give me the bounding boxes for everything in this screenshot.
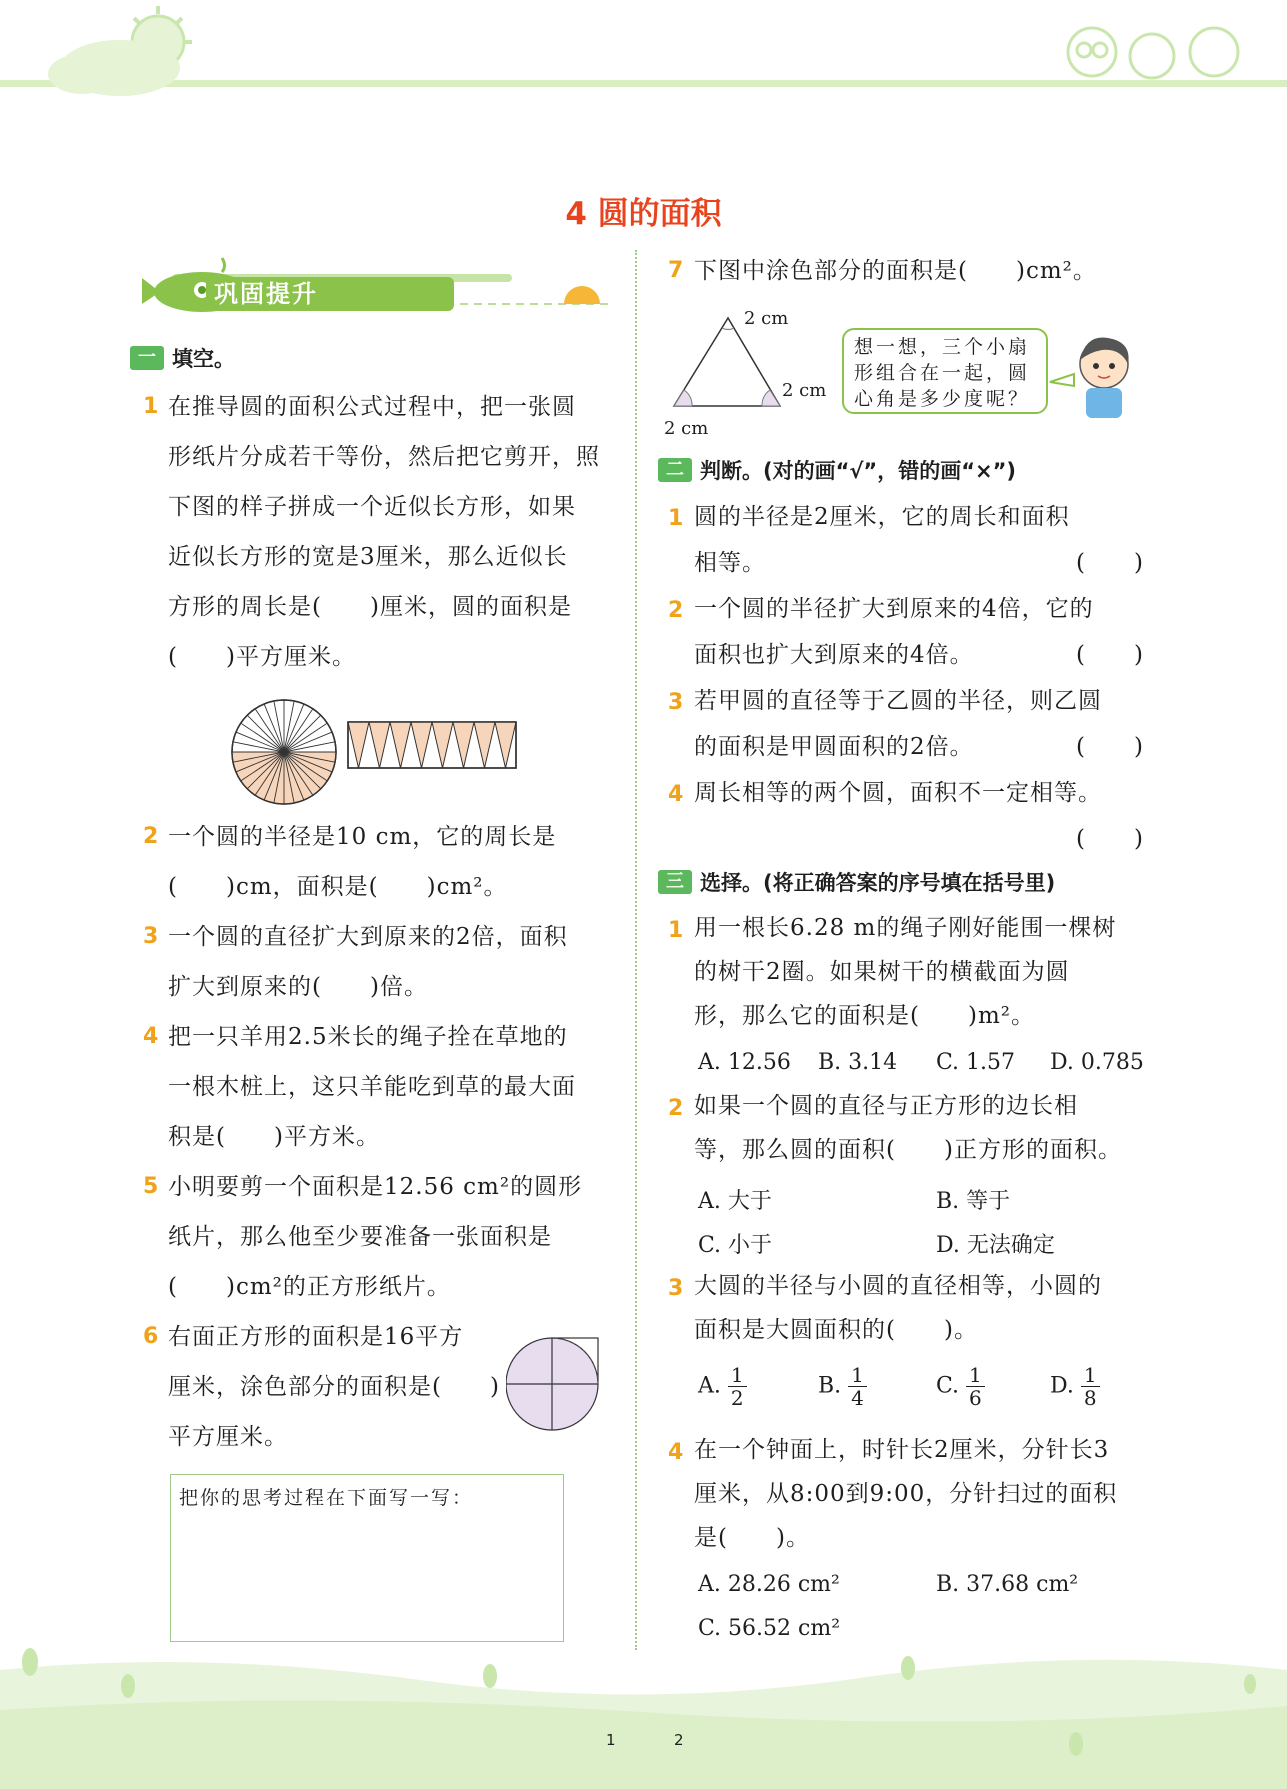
s3q3-option-d[interactable]: D. $\frac{1}{8}$ (1050, 1364, 1100, 1409)
triangle-label-right: 2 cm (782, 380, 827, 401)
s3q2-text: 如果一个圆的直径与正方形的边长相 等，那么圆的面积( )正方形的面积。 (694, 1093, 1122, 1163)
think-box-prompt: 把你的思考过程在下面写一写： (179, 1487, 474, 1509)
boy-avatar-icon (1046, 326, 1142, 422)
section1-title: 填空。 (172, 347, 235, 371)
s3q1-option-b[interactable]: B. 3.14 (818, 1050, 898, 1075)
s3q1-text: 用一根长6.28 m的绳子刚好能围一棵树 的树干2圈。如果树干的横截面为圆 形，那么它的面积是( )m²。 (694, 915, 1117, 1029)
judge-item-1: 1 圆的半径是2厘米，它的周长和面积 相等。 ( ) (668, 494, 1144, 586)
s3q2-option-a[interactable]: A. 大于 (698, 1189, 772, 1214)
q5-number: 5 (143, 1174, 159, 1199)
q2-text: 一个圆的半径是10 cm，它的周长是 ( )cm，面积是( )cm²。 (168, 824, 557, 900)
s3q4-number: 4 (668, 1440, 684, 1465)
square-quarter-circle-figure (506, 1332, 606, 1432)
judge-answer-2[interactable]: ( ) (1076, 642, 1144, 668)
q1-text: 在推导圆的面积公式过程中，把一张圆 形纸片分成若干等份，然后把它剪开，照 下图的样子拼成一个近似长方形，如果 近似长方形的宽是3厘米，那么近似长 方形的周长是( )厘米，圆的面积是 ( )平方厘米。 (168, 394, 600, 670)
s3q3-option-a[interactable]: A. $\frac{1}{2}$ (698, 1364, 747, 1409)
s3q1-number: 1 (668, 918, 684, 943)
s3q4-option-c[interactable]: C. 56.52 cm² (698, 1616, 841, 1641)
page-number-right: 2 (674, 1731, 684, 1749)
section1-tag: 一 (130, 346, 164, 370)
hint-bubble: 想一想，三个小扇 形组合在一起，圆 心角是多少度呢？ (842, 328, 1048, 414)
s3q1-option-c[interactable]: C. 1.57 (936, 1050, 1016, 1075)
judge-item-2: 2 一个圆的半径扩大到原来的4倍，它的 面积也扩大到原来的4倍。 ( ) (668, 586, 1144, 678)
judge-answer-1[interactable]: ( ) (1076, 550, 1144, 576)
triangle-label-top: 2 cm (744, 308, 789, 329)
s3q4-text: 在一个钟面上，时针长2厘米，分针长3 厘米，从8:00到9:00，分针扫过的面积 是( )。 (694, 1437, 1118, 1551)
q6-number: 6 (143, 1324, 159, 1349)
section3-title: 选择。(将正确答案的序号填在括号里) (700, 871, 1056, 895)
q4-text: 把一只羊用2.5米长的绳子拴在草地的 一根木桩上，这只羊能吃到草的最大面 积是( )平方米。 (168, 1024, 576, 1150)
triangle-label-bottom: 2 cm (664, 418, 709, 439)
banner-title: 巩固提升 (214, 280, 318, 308)
s3q2-number: 2 (668, 1096, 684, 1121)
approx-rectangle (348, 722, 516, 768)
circle-to-rectangle-figure (228, 694, 528, 806)
s3q4-option-a[interactable]: A. 28.26 cm² (698, 1572, 840, 1597)
q3-text: 一个圆的直径扩大到原来的2倍，面积 扩大到原来的( )倍。 (168, 924, 568, 1000)
judge-list (668, 494, 1144, 862)
section2-tag: 二 (658, 458, 692, 482)
header-decoration (0, 0, 1287, 110)
column-divider (635, 250, 637, 1650)
page-title: 4 圆的面积 (565, 196, 722, 232)
s3q3-number: 3 (668, 1276, 684, 1301)
footer-landscape (0, 1640, 1287, 1789)
banner-decoration (132, 252, 616, 314)
judge-answer-4[interactable]: ( ) (1076, 826, 1144, 852)
q4-number: 4 (143, 1024, 159, 1049)
animal-faces-icon (1068, 28, 1238, 78)
q6-text: 右面正方形的面积是16平方 厘米，涂色部分的面积是( ) 平方厘米。 (168, 1324, 500, 1450)
sunset-icon (564, 286, 600, 304)
judge-item-4: 4 周长相等的两个圆，面积不一定相等。 ( ) (668, 770, 1144, 862)
section3-tag: 三 (658, 870, 692, 894)
s3q2-option-c[interactable]: C. 小于 (698, 1233, 773, 1258)
q7-text: 下图中涂色部分的面积是( )cm²。 (694, 258, 1097, 284)
q5-text: 小明要剪一个面积是12.56 cm²的圆形 纸片，那么他至少要准备一张面积是 ( )cm²的正方形纸片。 (168, 1174, 583, 1300)
s3q4-option-b[interactable]: B. 37.68 cm² (936, 1572, 1079, 1597)
q1-number: 1 (143, 394, 159, 419)
judge-item-3: 3 若甲圆的直径等于乙圆的半径，则乙圆 的面积是甲圆面积的2倍。 ( ) (668, 678, 1144, 770)
q2-number: 2 (143, 824, 159, 849)
s3q1-option-d[interactable]: D. 0.785 (1050, 1050, 1144, 1075)
s3q2-option-b[interactable]: B. 等于 (936, 1189, 1011, 1214)
q3-number: 3 (143, 924, 159, 949)
s3q3-text: 大圆的半径与小圆的直径相等，小圆的 面积是大圆面积的( )。 (694, 1273, 1102, 1343)
think-box[interactable] (170, 1474, 564, 1642)
s3q3-option-c[interactable]: C. $\frac{1}{6}$ (936, 1364, 985, 1409)
page-number-left: 1 (606, 1731, 616, 1749)
judge-answer-3[interactable]: ( ) (1076, 734, 1144, 760)
cloud-icon (48, 40, 180, 96)
s3q3-option-b[interactable]: B. $\frac{1}{4}$ (818, 1364, 867, 1409)
s3q2-option-d[interactable]: D. 无法确定 (936, 1233, 1055, 1258)
s3q1-option-a[interactable]: A. 12.56 (698, 1050, 791, 1075)
q7-number: 7 (668, 258, 684, 283)
section2-title: 判断。(对的画“√”，错的画“×”) (700, 459, 1017, 483)
